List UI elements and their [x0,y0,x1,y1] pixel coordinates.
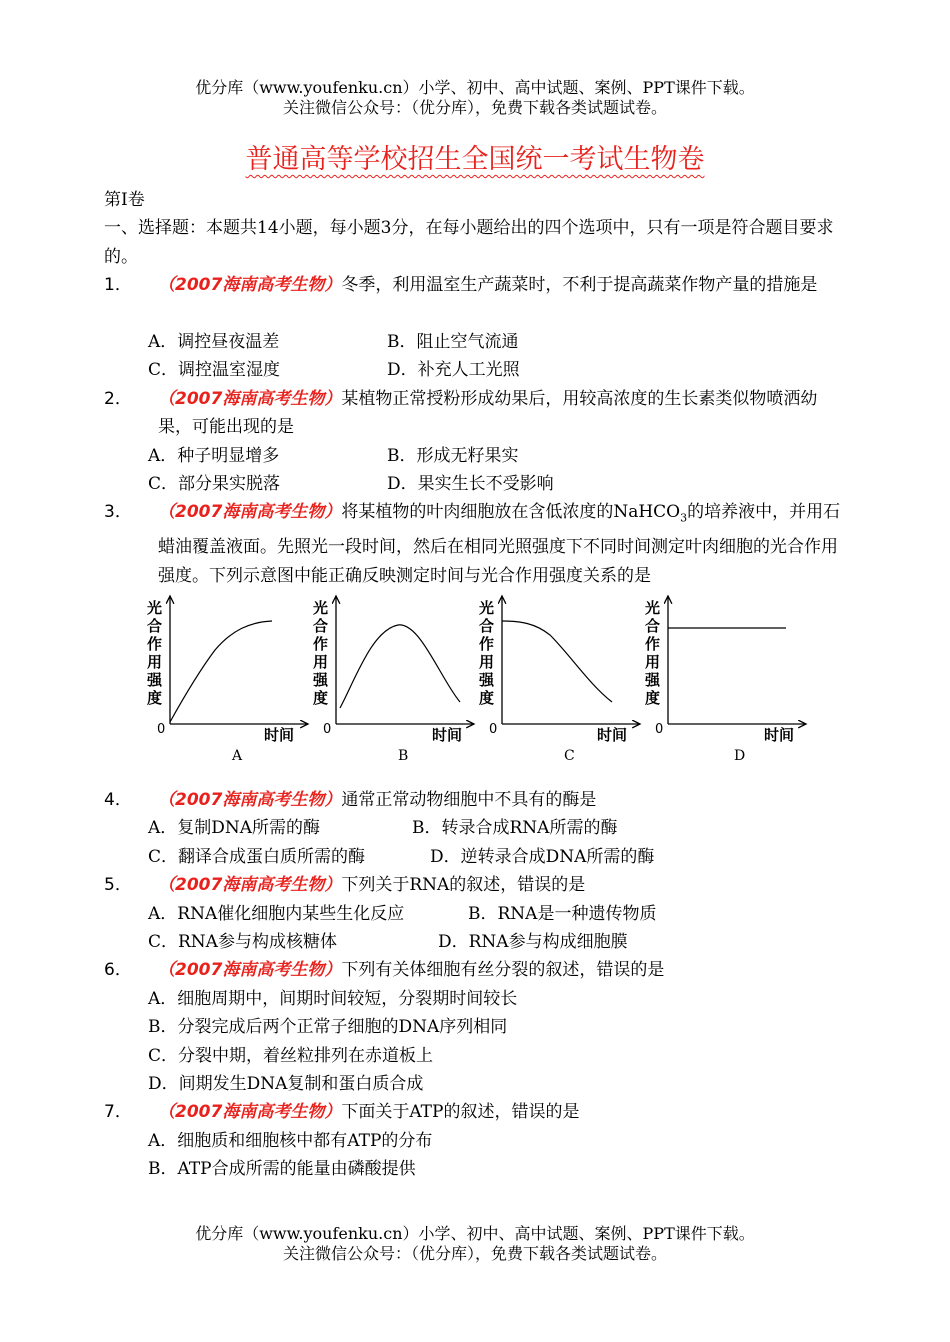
header-line-1: 优分库（www.youfenku.cn）小学、初中、高中试题、案例、PPT课件下载。 [195,78,755,97]
option-d: D．果实生长不受影响 [387,473,554,494]
option-line [104,1155,844,1183]
option-b: B．形成无籽果实 [387,445,519,466]
graph-c [478,596,640,764]
question-number: 5． [104,875,132,896]
panel-label-b: B [398,747,409,764]
options-row [104,356,844,384]
question-source: （2007海南高考生物） [158,875,342,896]
question-2 [104,385,844,442]
option-b: B．ATP合成所需的能量由磷酸提供 [148,1159,416,1180]
subscript: 3 [680,511,688,525]
option-d: D．逆转录合成DNA所需的酶 [430,846,655,867]
option-c: C．部分果实脱落 [148,473,281,494]
question-number: 6． [104,960,132,981]
panel-label-c: C [564,747,575,764]
option-a: A．细胞质和细胞核中都有ATP的分布 [148,1130,433,1151]
option-line [104,985,844,1013]
option-line [104,1042,844,1070]
y-label: 光合作用强度 [645,598,661,707]
question-source: （2007海南高考生物） [158,789,342,810]
exam-title: 普通高等学校招生全国统一考试生物卷 [245,144,705,175]
graph-b [312,596,474,764]
section-label: 第Ⅰ卷 [104,190,145,210]
page-header [0,78,950,118]
y-label: 光合作用强度 [313,598,329,707]
graph-d [644,596,806,764]
question-source: （2007海南高考生物） [158,960,342,981]
panel-label-a: A [232,747,243,764]
graph-a [146,596,308,764]
question-text: 通常正常动物细胞中不具有的酶是 [341,789,597,810]
question-text: 下列关于RNA的叙述，错误的是 [341,875,586,896]
options-row [104,843,844,871]
question-3 [104,498,844,590]
question-number: 2． [104,388,132,409]
question-source: （2007海南高考生物） [158,1102,342,1123]
option-b: B．分裂完成后两个正常子细胞的DNA序列相同 [148,1017,508,1038]
question-number: 1． [104,275,132,296]
origin-label: 0 [323,721,332,737]
question-source: （2007海南高考生物） [158,275,342,296]
origin-label: 0 [157,721,166,737]
x-label: 时间 [597,725,628,744]
question-number: 7． [104,1102,132,1123]
footer-line-2: 关注微信公众号：（优分库），免费下载各类试题试卷。 [282,1244,667,1263]
x-label: 时间 [764,725,795,744]
question-source: （2007海南高考生物） [158,388,342,409]
option-d: D．补充人工光照 [387,360,520,381]
question-text: 下列有关体细胞有丝分裂的叙述，错误的是 [341,960,665,981]
header-line-2: 关注微信公众号：（优分库），免费下载各类试题试卷。 [282,98,667,117]
option-line [104,1013,844,1041]
option-line [104,1070,844,1098]
options-row [104,814,844,842]
question-text: 某植物正常授粉形成幼果后，用较高浓度的生长素类似物喷洒幼果，可能出现的是 [158,388,818,438]
question-number: 4． [104,789,132,810]
footer-line-1: 优分库（www.youfenku.cn）小学、初中、高中试题、案例、PPT课件下载。 [195,1224,755,1243]
question-text: 下面关于ATP的叙述，错误的是 [341,1102,580,1123]
option-c: C．翻译合成蛋白质所需的酶 [148,846,366,867]
instructions: 一、选择题：本题共14小题，每小题3分，在每小题给出的四个选项中，只有一项是符合题目要求的。 [104,218,834,267]
option-b: B．转录合成RNA所需的酶 [412,818,618,839]
option-a: A．调控昼夜温差 [148,332,280,352]
option-line [104,1127,844,1155]
options-row [104,928,844,956]
option-d: D．间期发生DNA复制和蛋白质合成 [148,1073,424,1094]
options-row [104,442,844,470]
question-number: 3． [104,502,132,523]
option-d: D．RNA参与构成细胞膜 [438,931,628,952]
question-source: （2007海南高考生物） [158,502,342,523]
graphs-svg [0,590,950,786]
question-text: 将某植物的叶肉细胞放在含低浓度的NaHCO [341,502,681,523]
question-text: 冬季，利用温室生产蔬菜时，不利于提高蔬菜作物产量的措施是 [341,275,818,296]
question-text-cont: 的培养液中，并用石蜡油覆盖液面。先照光一段时间，然后在相同光照强度下不同时间测定叶肉细胞的光合作用强度。下列示意图中能正确反映测定时间与光合作用强度关系的是 [158,502,841,586]
option-c: C．分裂中期，着丝粒排列在赤道板上 [148,1045,434,1066]
option-c: C．RNA参与构成核糖体 [148,931,337,952]
option-b: B．阻止空气流通 [387,332,519,352]
option-a: A．RNA催化细胞内某些生化反应 [148,903,405,924]
option-a: A．复制DNA所需的酶 [148,818,321,839]
y-label: 光合作用强度 [479,598,495,707]
exam-body [104,186,844,1184]
graphs-figure [0,590,950,786]
question-1 [104,271,844,299]
question-5 [104,871,844,899]
x-label: 时间 [264,725,295,744]
option-c: C．调控温室湿度 [148,360,281,381]
options-row [104,328,844,356]
curve-decline [502,621,612,702]
option-a: A．细胞周期中，间期时间较短，分裂期时间较长 [148,988,518,1009]
option-b: B．RNA是一种遗传物质 [468,903,657,924]
question-4 [104,786,844,814]
option-a: A．种子明显增多 [148,445,280,466]
curve-peak [340,625,460,708]
x-label: 时间 [432,725,463,744]
options-row [104,470,844,498]
curve-saturating [170,621,272,722]
question-7 [104,1098,844,1126]
options-row [104,900,844,928]
panel-label-d: D [734,747,746,764]
y-label: 光合作用强度 [147,598,163,707]
question-6 [104,956,844,984]
origin-label: 0 [655,721,664,737]
origin-label: 0 [489,721,498,737]
page-footer [0,1224,950,1264]
